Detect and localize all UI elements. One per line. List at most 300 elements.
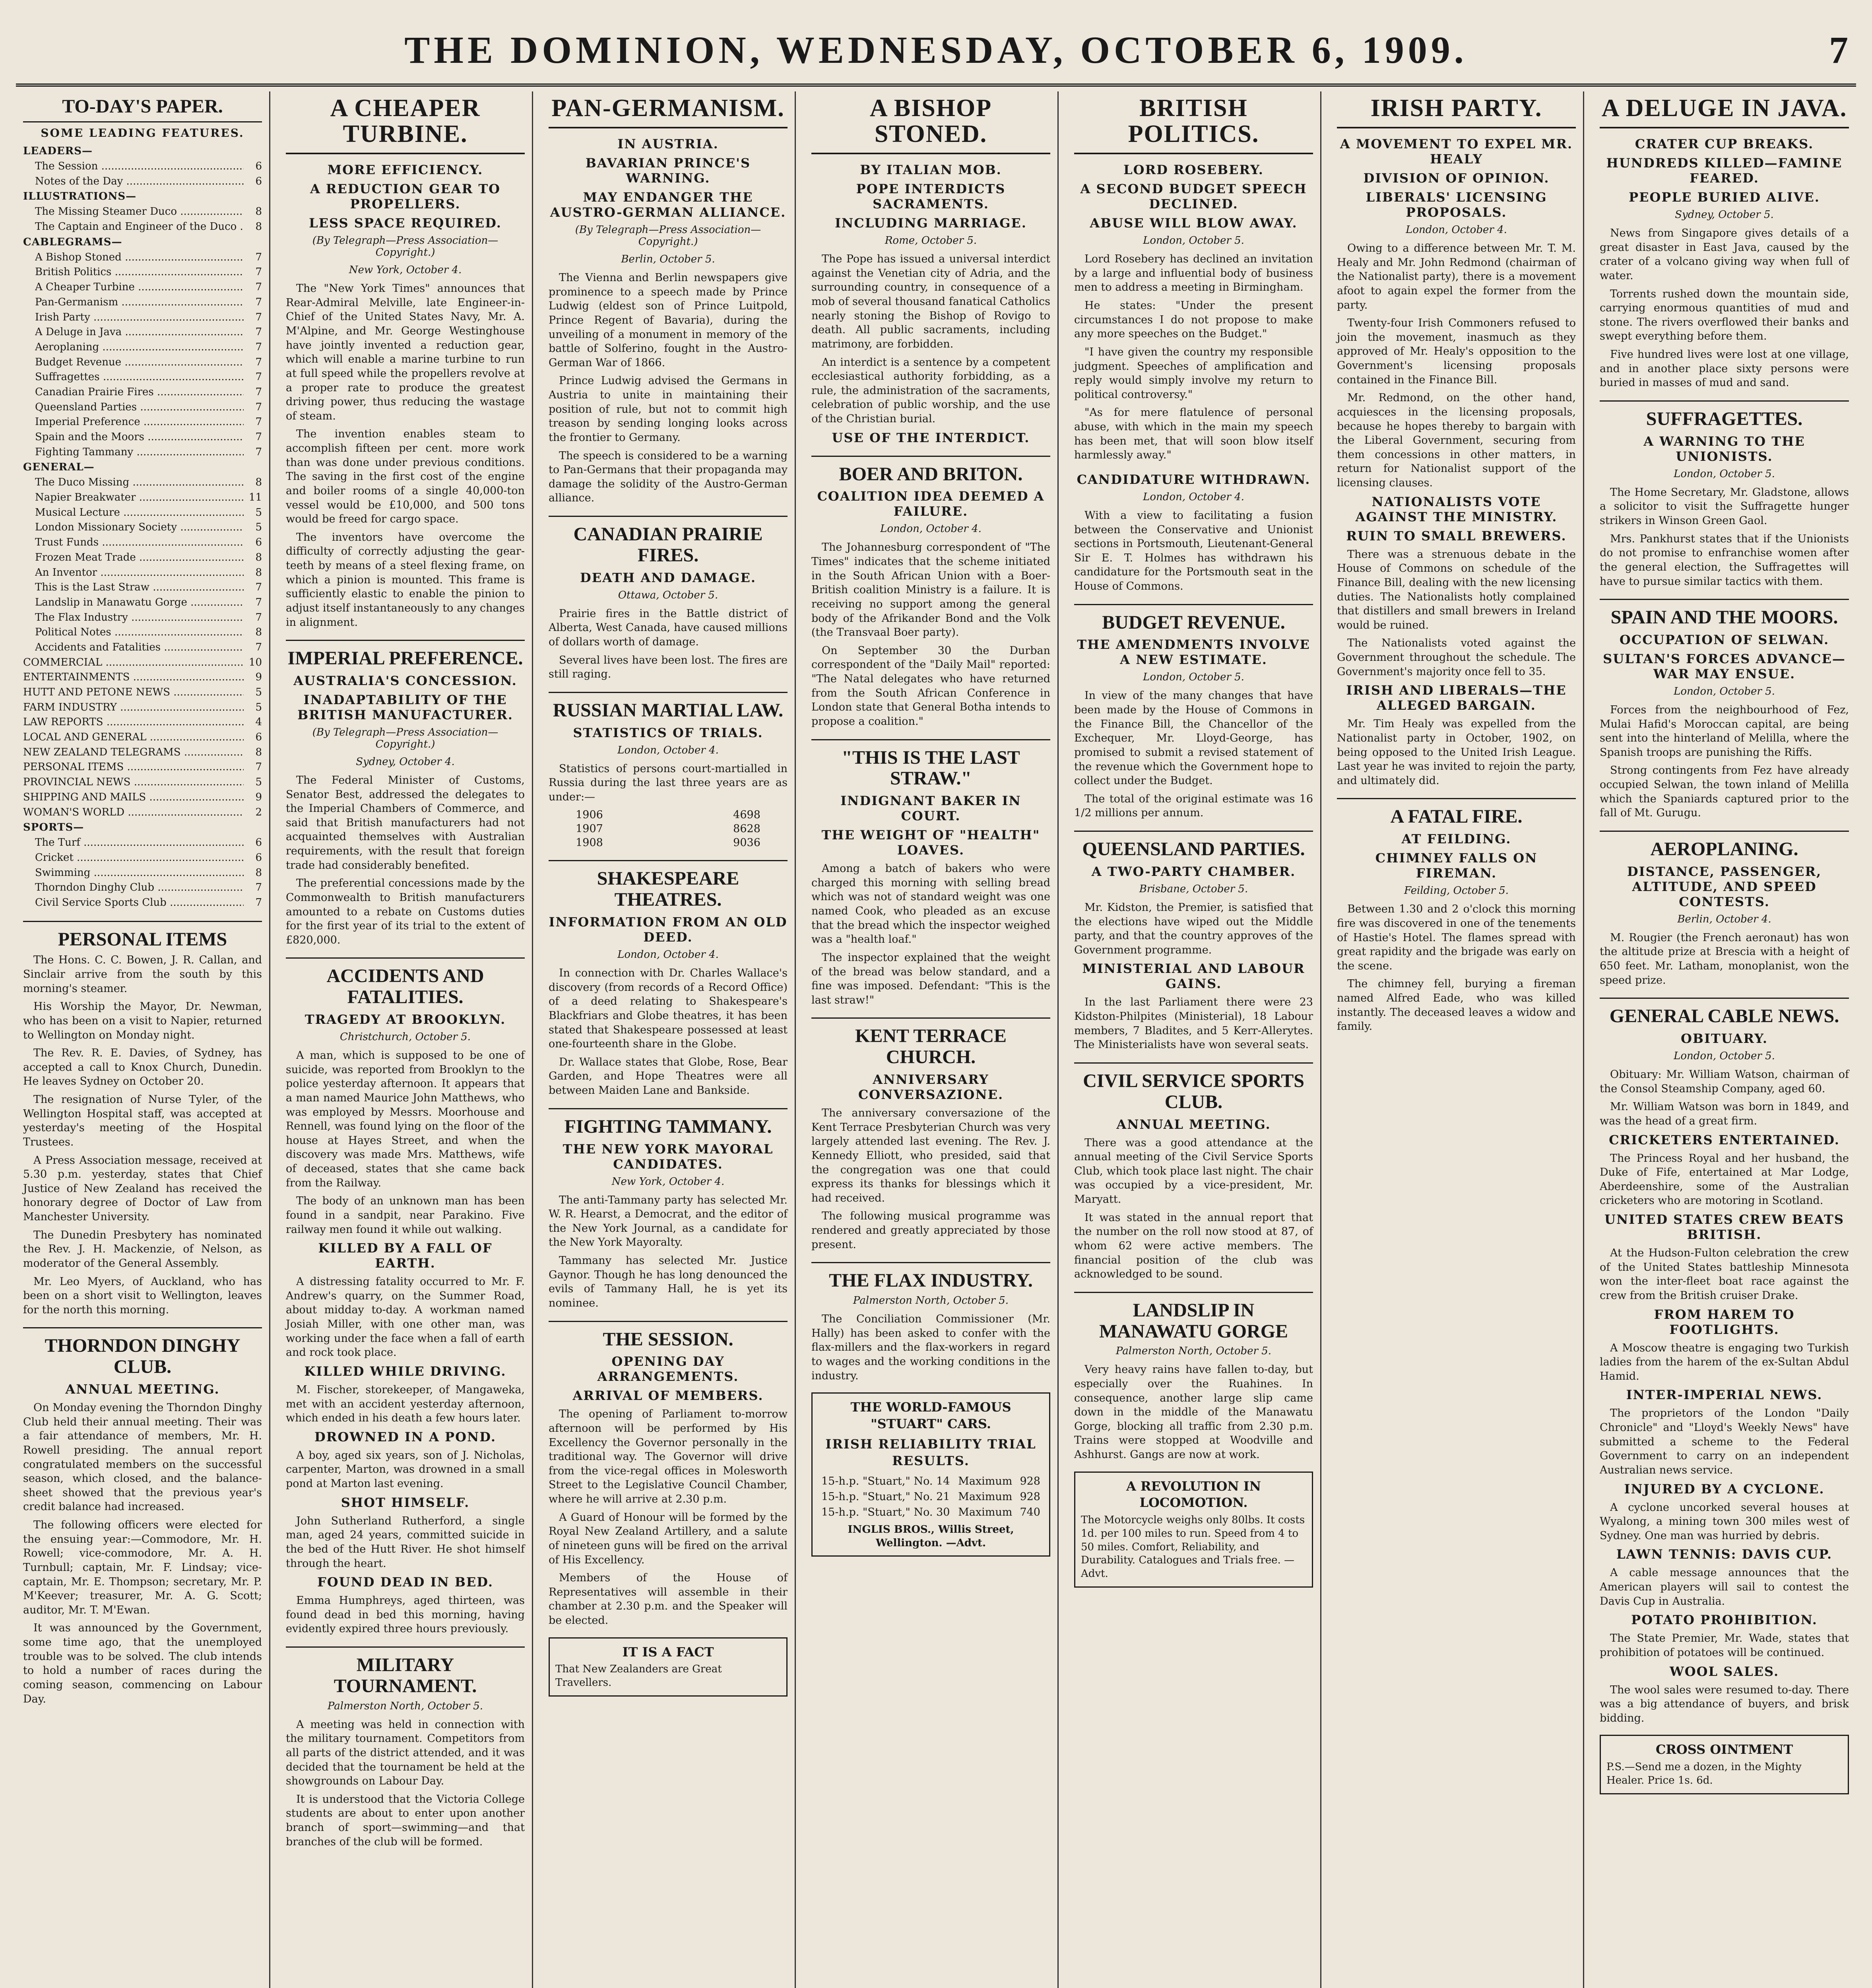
index-entry bbox=[35, 219, 262, 235]
index-entry-page: 5 bbox=[255, 686, 262, 698]
boer-body bbox=[811, 540, 1050, 728]
bishop-body bbox=[811, 252, 1050, 426]
column-1 bbox=[16, 91, 270, 1988]
index-entry-name: Aeroplaning ..... bbox=[35, 340, 244, 355]
paragraph: Prince Ludwig advised the Germans in Austria to unite in maintaining their position of rule, but not to commit high treason by sending longing looks across the frontier to Germany. bbox=[549, 375, 788, 444]
table-row bbox=[572, 836, 764, 850]
index-entry bbox=[35, 370, 262, 385]
index-entry-page: 5 bbox=[255, 701, 262, 713]
index-entry-name: COMMERCIAL ..... bbox=[23, 655, 244, 670]
suffragettes-place: London, October 5. bbox=[1674, 468, 1775, 480]
index-entry bbox=[35, 325, 262, 340]
index-entry bbox=[35, 850, 262, 866]
index-entry-page: 7 bbox=[255, 296, 262, 308]
canadian-sub: DEATH AND DAMAGE. bbox=[580, 570, 757, 585]
index-entry-name: British Politics ..... bbox=[35, 265, 244, 280]
index-entry-name: Swimming ..... bbox=[35, 866, 244, 881]
table-cell-year: 1907 bbox=[576, 823, 603, 835]
index-entry-page: 7 bbox=[255, 326, 262, 338]
paragraph: Strong contingents from Fez have already occupied Selwan, the town inland of Melilla which the Spaniards captured prior to the fall of Mt. Gurugu. bbox=[1600, 764, 1849, 819]
bishop-sub4: USE OF THE INTERDICT. bbox=[832, 430, 1030, 445]
fire-sub: AT FEILDING. bbox=[1401, 831, 1511, 847]
index-entry bbox=[35, 610, 262, 625]
java-sub2: HUNDREDS KILLED—FAMINE FEARED. bbox=[1606, 155, 1843, 186]
index-cablegrams-label: CABLEGRAMS— bbox=[23, 236, 122, 248]
general-news-heading: GENERAL CABLE NEWS. bbox=[1600, 998, 1849, 1027]
index-entry-name: A Bishop Stoned ..... bbox=[35, 250, 244, 265]
index-entry bbox=[35, 505, 262, 520]
paragraph: The Home Secretary, Mr. Gladstone, allows a solicitor to visit the Suffragette hunger strikers in Winson Green Gaol. bbox=[1600, 486, 1849, 527]
kent-sub: ANNIVERSARY CONVERSAZIONE. bbox=[858, 1072, 1004, 1103]
paragraph: Between 1.30 and 2 o'clock this morning fire was discovered in one of the tenements of Hastie's Hotel. The flames spread with great rapidity and the brigade was early on the scene. bbox=[1337, 903, 1576, 972]
paragraph: M. Fischer, storekeeper, of Mangaweka, met with an accident yesterday afternoon, which ended in his death a few hours later. bbox=[286, 1383, 525, 1425]
paragraph: Members of the House of Representatives will assemble in their chamber at 2.30 p.m. and the Speaker will be elected. bbox=[549, 1572, 788, 1627]
session-sub2: ARRIVAL OF MEMBERS. bbox=[572, 1388, 764, 1404]
index-entry bbox=[35, 625, 262, 640]
paragraph: The proprietors of the London "Daily Chronicle" and "Lloyd's Weekly News" have submitted a scheme to the Federal Government to carry on an independent Australian news service. bbox=[1600, 1407, 1849, 1476]
index-entry-name: LAW REPORTS ..... bbox=[23, 715, 244, 730]
russian-stats-table bbox=[572, 808, 764, 850]
index-sports bbox=[23, 835, 262, 910]
table-cell-year: 1908 bbox=[576, 837, 603, 849]
index-entry bbox=[23, 685, 262, 700]
paragraph: The opening of Parliament to-morrow afternoon will be performed by His Excellency the Governor personally in the traditional way. The Governor will drive from the vice-regal offices in Molesworth Street to the Legislative Council Chamber, where he will arrive at 2.30 p.m. bbox=[549, 1408, 788, 1506]
candidature-heading: CANDIDATURE WITHDRAWN. bbox=[1077, 472, 1311, 487]
index-entry-name: Trust Funds ..... bbox=[35, 535, 244, 550]
index-entry-name: Irish Party ..... bbox=[35, 310, 244, 325]
shakespeare-place: London, October 4. bbox=[617, 949, 719, 961]
table-cell-marks: 740 bbox=[1020, 1506, 1040, 1518]
index-entry-name: Napier Breakwater ..... bbox=[35, 490, 244, 505]
session-advertisement bbox=[549, 1637, 788, 1697]
index-entry-name: Canadian Prairie Fires ..... bbox=[35, 385, 244, 400]
turbine-body bbox=[286, 282, 525, 629]
index-entry-name: The Missing Steamer Duco ..... bbox=[35, 204, 244, 219]
paragraph: Obituary: Mr. William Watson, chairman of the Consol Steamship Company, aged 60. bbox=[1600, 1068, 1849, 1095]
index-entry bbox=[35, 880, 262, 895]
ointment-ad-title: CROSS OINTMENT bbox=[1655, 1742, 1793, 1757]
laststraw-sub2: THE WEIGHT OF "HEALTH" LOAVES. bbox=[821, 827, 1040, 858]
queensland-sub2: MINISTERIAL AND LABOUR GAINS. bbox=[1082, 961, 1305, 992]
turbine-heading: A CHEAPER TURBINE. bbox=[286, 91, 525, 154]
irish-place: London, October 4. bbox=[1406, 224, 1507, 236]
index-general-label: GENERAL— bbox=[23, 461, 95, 474]
index-entry bbox=[23, 805, 262, 820]
paragraph: A Guard of Honour will be formed by the Royal New Zealand Artillery, and a salute of nineteen guns will be fired on the arrival of His Excellency. bbox=[549, 1511, 788, 1566]
paragraph: He states: "Under the present circumstances I do not propose to make any more speeches on the Budget." bbox=[1074, 299, 1313, 340]
index-entry-name: Musical Lecture ..... bbox=[35, 505, 244, 520]
stuart-results-table bbox=[818, 1474, 1044, 1520]
paragraph: Tammany has selected Mr. Justice Gaynor. Though he has long denounced the evils of Tammany Hall, he is yet its nominee. bbox=[549, 1254, 788, 1309]
index-cablegrams bbox=[23, 250, 262, 460]
index-entry-name: Civil Service Sports Club ..... bbox=[35, 895, 244, 911]
suffragettes-body bbox=[1600, 485, 1849, 588]
index-entry-name: SHIPPING AND MAILS ..... bbox=[23, 790, 244, 805]
index-entry bbox=[23, 655, 262, 670]
general-news-body2 bbox=[1600, 1151, 1849, 1208]
ointment-ad-text: P.S.—Send me a dozen, in the Mighty Healer. Price 1s. 6d. bbox=[1606, 1761, 1802, 1786]
index-entry-name: PERSONAL ITEMS ..... bbox=[23, 760, 244, 775]
index-entry-page: 7 bbox=[255, 581, 262, 594]
index-leaders-label: LEADERS— bbox=[23, 145, 93, 157]
index-entry-page: 7 bbox=[255, 431, 262, 443]
index-entry-name: Fighting Tammany ..... bbox=[35, 445, 244, 460]
index-entry-page: 2 bbox=[255, 806, 262, 818]
british-heading: BRITISH POLITICS. bbox=[1074, 91, 1313, 154]
paragraph: An interdict is a sentence by a competent ecclesiastical authority forbidding, as a rule, the administration of the sacraments, celebration of public worship, and the use of the Christian burial. bbox=[811, 356, 1050, 425]
page-number: 7 bbox=[1829, 29, 1848, 71]
index-entry-page: 7 bbox=[255, 281, 262, 293]
general-news-body6 bbox=[1600, 1501, 1849, 1543]
russian-heading: RUSSIAN MARTIAL LAW. bbox=[549, 692, 788, 721]
irish-sub3: LIBERALS' LICENSING PROPOSALS. bbox=[1366, 190, 1547, 220]
table-cell-model: 15-h.p. "Stuart," No. 21 bbox=[821, 1490, 950, 1503]
laststraw-body bbox=[811, 862, 1050, 1007]
table-cell-model: 15-h.p. "Stuart," No. 14 bbox=[821, 1475, 950, 1487]
index-entry-name: Landslip in Manawatu Gorge ..... bbox=[35, 595, 244, 610]
paragraph: News from Singapore gives details of a great disaster in East Java, caused by the crater of a volcano giving way when full of water. bbox=[1600, 227, 1849, 282]
paragraph: A Press Association message, received at 5.30 p.m. yesterday, states that Chief Justice of New Zealand has received the honorary degree of Doctor of Law from Manchester University. bbox=[23, 1154, 262, 1223]
locomotion-ad-title: A REVOLUTION IN LOCOMOTION. bbox=[1126, 1478, 1261, 1510]
table-cell-model: 15-h.p. "Stuart," No. 30 bbox=[821, 1506, 950, 1518]
accidents-body bbox=[286, 1048, 525, 1237]
paragraph: The anniversary conversazione of the Kent Terrace Presbyterian Church was very largely attended last evening. The Rev. J. Kennedy Elliott, who presided, said that the congregation was one that could express its thanks for blessings which it had received. bbox=[811, 1107, 1050, 1204]
paragraph: Mr. Leo Myers, of Auckland, who has been on a short visit to Wellington, leaves for the north this morning. bbox=[23, 1275, 262, 1316]
column-3 bbox=[541, 91, 796, 1988]
index-entry-page: 7 bbox=[255, 596, 262, 608]
irish-body3 bbox=[1337, 717, 1576, 788]
index-entry-page: 9 bbox=[255, 791, 262, 803]
index-entry bbox=[35, 385, 262, 400]
table-row bbox=[572, 822, 764, 836]
index-heading: TO-DAY'S PAPER. bbox=[23, 91, 262, 122]
paragraph: The chimney fell, burying a fireman named Alfred Eade, who was killed instantly. The deceased leaves a widow and family. bbox=[1337, 978, 1576, 1033]
boer-heading: BOER AND BRITON. bbox=[811, 456, 1050, 485]
pangerman-sub3: MAY ENDANGER THE AUSTRO-GERMAN ALLIANCE. bbox=[550, 190, 786, 220]
bishop-sub3: INCLUDING MARRIAGE. bbox=[835, 215, 1027, 231]
paragraph: A distressing fatality occurred to Mr. F. Andrew's quarry, on the Summer Road, about midday to-day. A workman named Josiah Miller, with one other man, was working under the face when a fall of earth and rock took place. bbox=[286, 1276, 525, 1359]
paragraph: Mrs. Pankhurst states that if the Unionists do not promise to enfranchise women after the general election, the Suffragettes will have to pursue similar tactics with them. bbox=[1600, 532, 1849, 588]
index-entry-name: A Deluge in Java ..... bbox=[35, 325, 244, 340]
general-news-sub4: FROM HAREM TO FOOTLIGHTS. bbox=[1654, 1307, 1795, 1337]
paragraph: Mr. Redmond, on the other hand, acquiesces in the licensing proposals, because he hopes thereby to bargain with the Liberal Government, securing from them concessions in other matters, in return for Nationalist support of the licensing clauses. bbox=[1337, 392, 1576, 489]
masthead bbox=[16, 16, 1856, 87]
session-ad-title: IT IS A FACT bbox=[622, 1644, 714, 1660]
table-cell-reliability: Maximum bbox=[958, 1506, 1013, 1518]
locomotion-ad-text: The Motorcycle weighs only 80lbs. It costs 1d. per 100 miles to run. Speed from 4 to 50 miles. Comfort, Reliability, and Durability. Catalogues and Trials free. —Advt. bbox=[1081, 1514, 1305, 1580]
paragraph: The Vienna and Berlin newspapers give prominence to a speech made by Prince Ludwig (eldest son of Prince Luitpold, Prince Regent of Bavaria), during the unveiling of a monument in memory of the battle of Solferino, fought in the Austro-German War of 1866. bbox=[549, 272, 788, 369]
column-5 bbox=[1067, 91, 1321, 1988]
flax-place: Palmerston North, October 5. bbox=[853, 1295, 1009, 1307]
military-heading: MILITARY TOURNAMENT. bbox=[286, 1646, 525, 1697]
index-entry bbox=[23, 700, 262, 715]
index-entry-page: 8 bbox=[255, 206, 262, 218]
thorndon-sub: ANNUAL MEETING. bbox=[65, 1382, 220, 1397]
aero-place: Berlin, October 4. bbox=[1677, 913, 1771, 925]
index-entry-name: Notes of the Day ..... bbox=[35, 174, 244, 189]
index-entry-page: 6 bbox=[255, 837, 262, 849]
paragraph: On Monday evening the Thorndon Dinghy Club held their annual meeting. Their was a fair attendance of members, Mr. H. Rowell presiding. The annual report congratulated members on the successful season, which closed, and the balance-sheet showed that the previous year's credit balance had increased. bbox=[23, 1402, 262, 1513]
paragraph: The body of an unknown man has been found in a sandpit, near Parakino. Five railway men found it while out walking. bbox=[286, 1195, 525, 1236]
paragraph: It was stated in the annual report that the number on the roll now stood at 87, of whom 62 were active members. The financial position of the club was acknowledged to be sound. bbox=[1074, 1211, 1313, 1281]
table-cell-count: 8628 bbox=[733, 823, 760, 835]
table-row bbox=[818, 1474, 1044, 1489]
index-illustrations-label: ILLUSTRATIONS— bbox=[23, 190, 137, 203]
irish-heading: IRISH PARTY. bbox=[1337, 91, 1576, 128]
table-cell-year: 1906 bbox=[576, 809, 603, 821]
java-sub: CRATER CUP BREAKS. bbox=[1635, 136, 1814, 152]
index-entry bbox=[23, 730, 262, 745]
stuart-ad-sub: IRISH RELIABILITY TRIAL RESULTS. bbox=[825, 1437, 1036, 1468]
tammany-heading: FIGHTING TAMMANY. bbox=[549, 1108, 788, 1138]
general-news-body5 bbox=[1600, 1406, 1849, 1477]
index-sports-label: SPORTS— bbox=[23, 821, 84, 834]
column-7 bbox=[1593, 91, 1856, 1988]
irish-body bbox=[1337, 241, 1576, 490]
general-news-sub7: LAWN TENNIS: DAVIS CUP. bbox=[1616, 1547, 1833, 1562]
index-entry-page: 7 bbox=[255, 341, 262, 353]
paragraph: The total of the original estimate was 16 1/2 millions per annum. bbox=[1074, 792, 1313, 819]
personal-heading: PERSONAL ITEMS bbox=[23, 921, 262, 950]
index-entry-name: NEW ZEALAND TELEGRAMS ..... bbox=[23, 745, 244, 760]
index-entry-page: 8 bbox=[255, 476, 262, 489]
index-entry-page: 8 bbox=[255, 866, 262, 879]
fire-body bbox=[1337, 902, 1576, 1034]
index-entry-name: The Session ..... bbox=[35, 159, 244, 174]
index-entry-page: 7 bbox=[255, 266, 262, 278]
general-news-sub6: INJURED BY A CYCLONE. bbox=[1624, 1481, 1825, 1497]
index-entry-name: Frozen Meat Trade ..... bbox=[35, 550, 244, 565]
index-entry-page: 7 bbox=[255, 356, 262, 368]
index-entry-name: Suffragettes ..... bbox=[35, 370, 244, 385]
paragraph: It is understood that the Victoria College students are about to enter upon another branch of sport—swimming—and that branches of the club will be formed. bbox=[286, 1793, 525, 1848]
turbine-place: New York, October 4. bbox=[349, 264, 462, 276]
paragraph: A man, which is supposed to be one of suicide, was reported from Brooklyn to the police yesterday afternoon. It appears that a man named Maurice John Matthews, who was employed by Messrs. Moorhouse and Rennell, was found lying on the floor of the house at Hayes Street, and when the discovery was made Mrs. Matthews, wife of deceased, states that she came back from the Railway. bbox=[286, 1049, 525, 1189]
paragraph: The wool sales were resumed to-day. There was a big attendance of buyers, and brisk bidding. bbox=[1600, 1683, 1849, 1724]
general-news-body8 bbox=[1600, 1631, 1849, 1660]
index-entry-page: 7 bbox=[255, 446, 262, 458]
index-entry-name: Political Notes ..... bbox=[35, 625, 244, 640]
general-news-sub9: WOOL SALES. bbox=[1669, 1664, 1779, 1679]
table-row bbox=[818, 1505, 1044, 1520]
index-entry-name: The Captain and Engineer of the Duco ..... bbox=[35, 219, 244, 235]
index-entry-page: 8 bbox=[255, 221, 262, 233]
aero-sub: DISTANCE, PASSENGER, ALTITUDE, AND SPEED CONTESTS. bbox=[1627, 864, 1822, 909]
paragraph: M. Rougier (the French aeronaut) has won the altitude prize at Brescia with a height of 650 feet. Mr. Latham, monoplanist, won the speed prize. bbox=[1600, 931, 1849, 986]
paragraph: The Nationalists voted against the Government throughout the schedule. The Government's majority once fell to 35. bbox=[1337, 637, 1576, 678]
spain-heading: SPAIN AND THE MOORS. bbox=[1600, 599, 1849, 628]
paragraph: Among a batch of bakers who were charged this morning with selling bread which was not of standard weight was one named Cook, who pleaded as an excuse that the bread which the inspector weighed was a "health loaf." bbox=[811, 862, 1050, 946]
imperial-heading: IMPERIAL PREFERENCE. bbox=[286, 640, 525, 669]
general-news-body3 bbox=[1600, 1246, 1849, 1303]
general-news-body4 bbox=[1600, 1341, 1849, 1384]
accidents-sub: TRAGEDY AT BROOKLYN. bbox=[305, 1012, 506, 1027]
canadian-place: Ottawa, October 5. bbox=[618, 589, 718, 601]
paragraph: Very heavy rains have fallen to-day, but especially over the Ruahines. In consequence, another large slip came down in the middle of the Manawatu Gorge, blocking all traffic from 2.30 p.m. Trains were stopped at Woodville and Ashhurst. Gangs are now at work. bbox=[1074, 1363, 1313, 1461]
paragraph: "As for mere flatulence of personal abuse, with which in the main my speech has been met, that will soon blow itself harmlessly away." bbox=[1074, 406, 1313, 462]
index-entry bbox=[35, 430, 262, 445]
spain-place: London, October 5. bbox=[1674, 685, 1775, 697]
index-entry bbox=[35, 565, 262, 580]
paragraph: There was a good attendance at the annual meeting of the Civil Service Sports Club, which took place last night. The chair was occupied by a vice-president, Mr. Maryatt. bbox=[1074, 1136, 1313, 1206]
turbine-sub3: LESS SPACE REQUIRED. bbox=[309, 215, 502, 231]
paragraph: Mr. Tim Healy was expelled from the Nationalist party in October, 1902, on being opposed to the United Irish League. Last year he was invited to rejoin the party, and ultimately did. bbox=[1337, 718, 1576, 787]
spain-sub: OCCUPATION OF SELWAN. bbox=[1619, 632, 1829, 647]
stuart-ad-title: THE WORLD-FAMOUS "STUART" CARS. bbox=[850, 1400, 1011, 1431]
british-place: London, October 5. bbox=[1143, 235, 1244, 247]
paragraph: Prairie fires in the Battle district of Alberta, West Canada, have caused millions of dollars worth of damage. bbox=[549, 607, 788, 648]
laststraw-sub: INDIGNANT BAKER IN COURT. bbox=[840, 793, 1021, 824]
kent-heading: KENT TERRACE CHURCH. bbox=[811, 1017, 1050, 1068]
index-entry-name: The Flax Industry ..... bbox=[35, 610, 244, 625]
paragraph: The preferential concessions made by the Commonwealth to British manufacturers amounted to a rebate on Customs duties for the first year of its trial to the extent of £820,000. bbox=[286, 877, 525, 946]
landslip-place: Palmerston North, October 5. bbox=[1115, 1345, 1272, 1357]
candidature-place: London, October 4. bbox=[1143, 491, 1244, 503]
paragraph: A cable message announces that the American players will sail to contest the Davis Cup in Australia. bbox=[1600, 1567, 1849, 1607]
index-entry-name: Imperial Preference ..... bbox=[35, 415, 244, 430]
russian-intro: Statistics of persons court-martialled in Russia during the last three years are as under:— bbox=[549, 762, 788, 803]
candidature-body bbox=[1074, 509, 1313, 594]
paragraph: The resignation of Nurse Tyler, of the Wellington Hospital staff, was accepted at yesterday's meeting of the Hospital Trustees. bbox=[23, 1093, 262, 1148]
index-entry-page: 7 bbox=[255, 611, 262, 623]
java-place: Sydney, October 5. bbox=[1675, 209, 1774, 221]
session-ad-text: That New Zealanders are Great Travellers. bbox=[555, 1663, 722, 1689]
fire-sub2: CHIMNEY FALLS ON FIREMAN. bbox=[1375, 850, 1538, 881]
index-entry-page: 11 bbox=[248, 491, 262, 504]
general-news-place: London, October 5. bbox=[1674, 1050, 1775, 1062]
paragraph: Torrents rushed down the mountain side, carrying enormous quantities of mud and stone. The rivers overflowed their banks and swept everything before them. bbox=[1600, 287, 1849, 343]
index-entry bbox=[23, 715, 262, 730]
paragraph: With a view to facilitating a fusion between the Conservative and Unionist sections in Portsmouth, Lieutenant-General Sir E. T. Holmes has withdrawn his candidature for the Portsmouth seat in the House of Commons. bbox=[1074, 509, 1313, 593]
index-entry bbox=[35, 280, 262, 295]
column-4 bbox=[804, 91, 1059, 1988]
index-entry-name: The Turf ..... bbox=[35, 835, 244, 850]
pangerman-body bbox=[549, 271, 788, 505]
paragraph: Forces from the neighbourhood of Fez, Mulai Hafid's Moroccan capital, are being sent into the hinterland of Melilla, where the Spanish troops are punishing the Riffs. bbox=[1600, 703, 1849, 759]
imperial-body bbox=[286, 773, 525, 947]
paragraph: The following musical programme was rendered and greatly appreciated by those present. bbox=[811, 1210, 1050, 1251]
table-cell-marks: 928 bbox=[1020, 1475, 1040, 1487]
irish-sub4: NATIONALISTS VOTE AGAINST THE MINISTRY. bbox=[1355, 494, 1558, 524]
british-sub3: ABUSE WILL BLOW AWAY. bbox=[1090, 215, 1298, 231]
paragraph: Mr. Kidston, the Premier, is satisfied that the elections have wiped out the Middle party, and that the country approves of the Government programme. bbox=[1074, 901, 1313, 956]
paragraph: The following officers were elected for the ensuing year:—Commodore, Mr. H. Rowell; vice-commodore, Mr. A. H. Turnbull; captain, Mr. F. Lindsay; vice-captain, Mr. E. Thompson; secretary, Mr. P. M'Keever; treasurer, Mr. A. G. Scott; auditor, Mr. T. M'Ewan. bbox=[23, 1519, 262, 1616]
index-entry bbox=[35, 640, 262, 655]
flax-body bbox=[811, 1312, 1050, 1383]
turbine-dateline: (By Telegraph—Press Association—Copyright.) bbox=[312, 235, 499, 259]
paragraph: A cyclone uncorked several houses at Wyalong, a mining town 300 miles west of Sydney. One man was hurried by debris. bbox=[1600, 1501, 1849, 1542]
imperial-sub: AUSTRALIA'S CONCESSION. bbox=[293, 673, 517, 688]
general-news-body9 bbox=[1600, 1683, 1849, 1726]
index-entry-page: 7 bbox=[255, 401, 262, 413]
index-entry bbox=[35, 445, 262, 460]
bishop-sub: BY ITALIAN MOB. bbox=[860, 162, 1002, 178]
pangerman-sub2: BAVARIAN PRINCE'S WARNING. bbox=[585, 155, 751, 186]
index-entry bbox=[35, 415, 262, 430]
pangerman-heading: PAN-GERMANISM. bbox=[549, 91, 788, 128]
paragraph: The Federal Minister of Customs, Senator Best, addressed the delegates to the Imperial Chambers of Commerce, and said that British manufacturers had not acquainted themselves with Australian requirements, with the result that foreign trade had considerably benefited. bbox=[286, 774, 525, 872]
accidents-sub5: SHOT HIMSELF. bbox=[341, 1495, 470, 1510]
general-news-sub2: CRICKETERS ENTERTAINED. bbox=[1609, 1132, 1840, 1147]
general-news-body7 bbox=[1600, 1566, 1849, 1608]
index-entry-page: 6 bbox=[255, 175, 262, 187]
paragraph: Dr. Wallace states that Globe, Rose, Bear Garden, and Hope Theatres were all between Maiden Lane and Bankside. bbox=[549, 1056, 788, 1097]
session-heading: THE SESSION. bbox=[549, 1321, 788, 1350]
accidents-sub3: KILLED WHILE DRIVING. bbox=[304, 1363, 506, 1379]
index-entry bbox=[35, 490, 262, 505]
index-entry bbox=[35, 204, 262, 219]
irish-sub5: RUIN TO SMALL BREWERS. bbox=[1346, 528, 1567, 544]
paragraph: The anti-Tammany party has selected Mr. W. R. Hearst, a Democrat, and the editor of the New York Journal, as a candidate for the New York Mayoralty. bbox=[549, 1194, 788, 1249]
shakespeare-sub: INFORMATION FROM AN OLD DEED. bbox=[549, 914, 788, 945]
index-entry-name: London Missionary Society ..... bbox=[35, 520, 244, 535]
tammany-sub: THE NEW YORK MAYORAL CANDIDATES. bbox=[563, 1141, 774, 1172]
paragraph: His Worship the Mayor, Dr. Newman, who has been on a visit to Napier, returned to Wellington on Monday night. bbox=[23, 1000, 262, 1041]
canadian-heading: CANADIAN PRAIRIE FIRES. bbox=[549, 516, 788, 566]
index-entry bbox=[23, 775, 262, 790]
thorndon-heading: THORNDON DINGHY CLUB. bbox=[23, 1327, 262, 1378]
column-2 bbox=[279, 91, 533, 1988]
british-sub: LORD ROSEBERY. bbox=[1123, 162, 1264, 178]
index-entry bbox=[35, 866, 262, 881]
imperial-sub2: INADAPTABILITY OF THE BRITISH MANUFACTURER. bbox=[297, 692, 513, 722]
java-sub3: PEOPLE BURIED ALIVE. bbox=[1629, 190, 1820, 205]
general-news-body bbox=[1600, 1068, 1849, 1128]
bishop-heading: A BISHOP STONED. bbox=[811, 91, 1050, 154]
stuart-advertisement bbox=[811, 1392, 1050, 1557]
british-body bbox=[1074, 252, 1313, 462]
index-entry bbox=[23, 760, 262, 775]
index-entry-page: 8 bbox=[255, 566, 262, 579]
paragraph: On September 30 the Durban correspondent of the "Daily Mail" reported: "The Natal delegates who have returned from the South African Conference in London state that General Botha intends to propose a coalition." bbox=[811, 644, 1050, 728]
aero-body bbox=[1600, 931, 1849, 988]
index-entry-name: A Cheaper Turbine ..... bbox=[35, 280, 244, 295]
paragraph: Twenty-four Irish Commoners refused to join the movement, inasmuch as they approved of Mr. Healy's opposition to the Government's licensing proposals contained in the Finance Bill. bbox=[1337, 317, 1576, 386]
index-entry bbox=[35, 580, 262, 595]
tammany-place: New York, October 4. bbox=[611, 1175, 725, 1188]
ointment-advertisement bbox=[1600, 1735, 1849, 1794]
imperial-place: Sydney, October 4. bbox=[356, 755, 455, 768]
general-news-sub8: POTATO PROHIBITION. bbox=[1631, 1612, 1818, 1628]
table-row bbox=[818, 1489, 1044, 1505]
index-entry-page: 7 bbox=[255, 386, 262, 398]
imperial-dateline: (By Telegraph—Press Association—Copyright.) bbox=[312, 726, 499, 750]
paragraph: Emma Humphreys, aged thirteen, was found dead in bed this morning, having evidently expired three hours previously. bbox=[286, 1594, 525, 1635]
index-entry bbox=[35, 475, 262, 490]
boer-place: London, October 4. bbox=[880, 523, 982, 535]
irish-sub6: IRISH AND LIBERALS—THE ALLEGED BARGAIN. bbox=[1346, 683, 1567, 713]
index-sections bbox=[23, 655, 262, 820]
index-entry-name: An Inventor ..... bbox=[35, 565, 244, 580]
paragraph: The inspector explained that the weight of the bread was below standard, and a fine was imposed. Defendant: "This is the last straw!" bbox=[811, 951, 1050, 1006]
bishop-place: Rome, October 5. bbox=[885, 235, 977, 247]
suffragettes-heading: SUFFRAGETTES. bbox=[1600, 400, 1849, 430]
fire-heading: A FATAL FIRE. bbox=[1337, 798, 1576, 827]
index-entry-name: HUTT AND PETONE NEWS ..... bbox=[23, 685, 244, 700]
paragraph: The speech is considered to be a warning to Pan-Germans that their propaganda may damage the solidity of the Austro-German alliance. bbox=[549, 449, 788, 505]
russian-sub: STATISTICS OF TRIALS. bbox=[573, 725, 763, 740]
index-entry-name: Queensland Parties ..... bbox=[35, 400, 244, 415]
table-cell-marks: 928 bbox=[1020, 1490, 1040, 1503]
index-entry-name: LOCAL AND GENERAL ..... bbox=[23, 730, 244, 745]
budget-heading: BUDGET REVENUE. bbox=[1074, 604, 1313, 633]
paragraph: There was a strenuous debate in the House of Commons on schedule of the Finance Bill, dealing with the new licensing duties. The Nationalists hotly complained that distillers and small brewers in Ireland would be ruined. bbox=[1337, 548, 1576, 631]
newspaper-page bbox=[16, 16, 1856, 1988]
index-general bbox=[23, 475, 262, 655]
accidents-place: Christchurch, October 5. bbox=[340, 1031, 471, 1043]
boer-sub: COALITION IDEA DEEMED A FAILURE. bbox=[817, 489, 1045, 519]
accidents-sub4: DROWNED IN A POND. bbox=[314, 1429, 496, 1444]
